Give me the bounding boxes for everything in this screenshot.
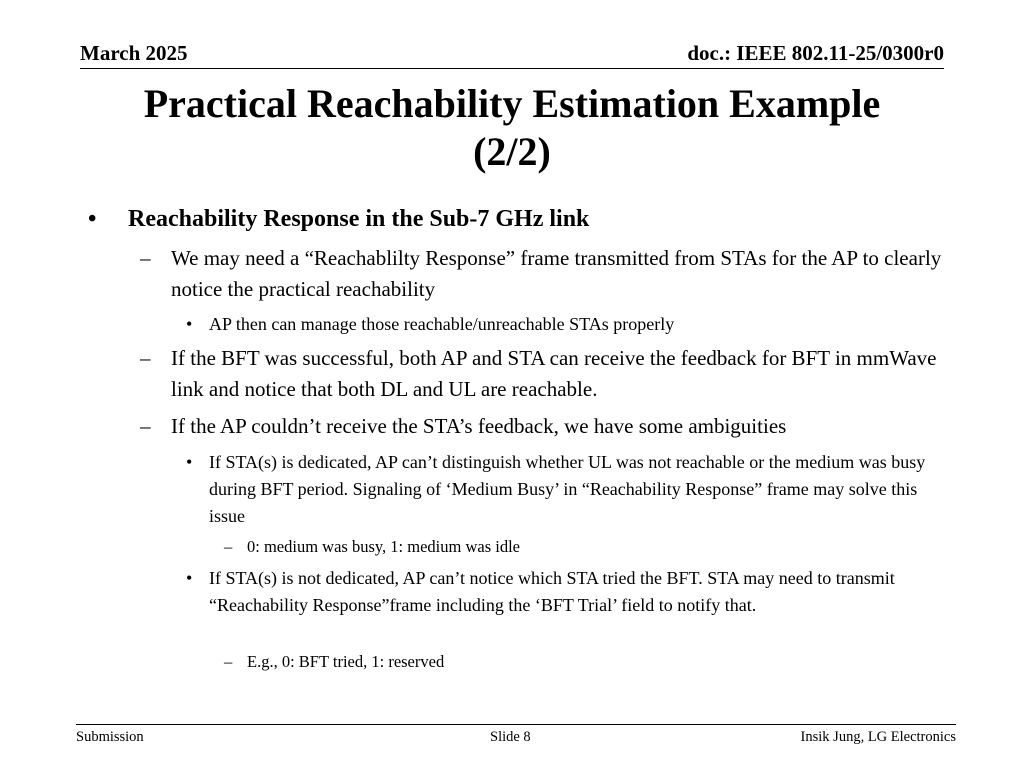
- bullet-item: 0: medium was busy, 1: medium was idle: [247, 537, 520, 556]
- slide-title: [60, 80, 964, 176]
- bullet-dash-icon: –: [224, 652, 233, 671]
- bullet-dot-icon: •: [186, 452, 193, 472]
- footer-divider: [76, 724, 956, 725]
- bullet-item: E.g., 0: BFT tried, 1: reserved: [247, 652, 445, 671]
- header-divider: [80, 68, 944, 69]
- bullet-dash-icon: –: [140, 246, 151, 270]
- footer-submission: Submission: [76, 729, 144, 745]
- bullet-dash-icon: –: [140, 414, 151, 438]
- header-date: March 2025: [80, 41, 188, 65]
- bullet-item: AP then can manage those reachable/unreachable STAs properly: [209, 314, 675, 334]
- bullet-item: If STA(s) is not dedicated, AP can’t notice which STA tried the BFT. STA may need to transmit “Reachability Response”frame including the ‘BFT Trial’ field to notify that.: [209, 568, 895, 615]
- bullet-dot-icon: •: [186, 314, 193, 334]
- footer-author: Insik Jung, LG Electronics: [800, 729, 956, 745]
- bullet-dot-icon: •: [186, 568, 193, 588]
- slide-title-line2: (2/2): [473, 129, 551, 174]
- bullet-item: We may need a “Reachablilty Response” frame transmitted from STAs for the AP to clearly notice the practical reachability: [171, 246, 942, 301]
- slide-title-line1: Practical Reachability Estimation Example: [143, 81, 881, 126]
- bullet-item: If STA(s) is dedicated, AP can’t distinguish whether UL was not reachable or the medium was busy during BFT period. Signaling of ‘Medium Busy’ in “Reachability Response” frame may solve this issue: [209, 452, 926, 526]
- bullet-heading: Reachability Response in the Sub-7 GHz link: [128, 206, 590, 232]
- bullet-item: If the BFT was successful, both AP and STA can receive the feedback for BFT in mmWave link and notice that both DL and UL are reachable.: [171, 346, 937, 401]
- bullet-dot-icon: •: [88, 206, 97, 232]
- footer-slide-number: Slide 8: [490, 729, 531, 745]
- bullet-dash-icon: –: [224, 537, 233, 556]
- header-doc-id: doc.: IEEE 802.11-25/0300r0: [687, 41, 944, 65]
- bullet-item: If the AP couldn’t receive the STA’s feedback, we have some ambiguities: [171, 414, 787, 438]
- bullet-dash-icon: –: [140, 346, 151, 370]
